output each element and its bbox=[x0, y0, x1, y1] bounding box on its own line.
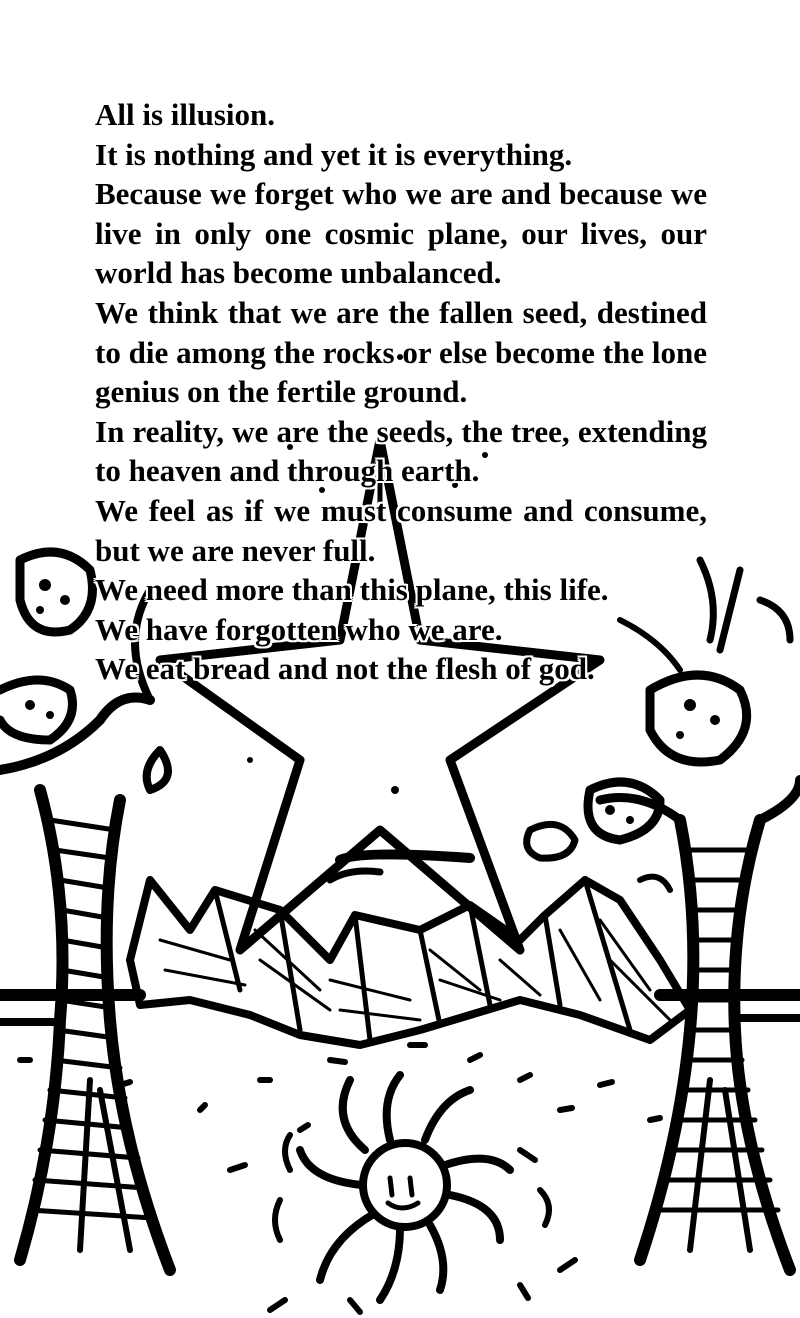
poem-line: It is nothing and yet it is everything. bbox=[95, 136, 573, 172]
poem bbox=[95, 95, 707, 689]
poem-line: We feel as if we must consume and consume, but we are never full. bbox=[95, 492, 707, 568]
poem-line: We think that we are the fallen seed, destined to die among the rocks or else become the lone genius on the fertile ground. bbox=[95, 294, 707, 410]
poem-line: We need more than this plane, this life. bbox=[95, 572, 609, 608]
mountains bbox=[130, 854, 690, 1045]
poem-line: We have forgotten who we are. bbox=[95, 611, 503, 647]
poem-line: Because we forget who we are and because we live in only one cosmic plane, our lives, our world has become unbalanced. bbox=[95, 176, 707, 291]
poem-line: In reality, we are the seeds, the tree, extending to heaven and through earth. bbox=[95, 413, 707, 489]
sun-face-icon bbox=[300, 1075, 510, 1300]
poem-line: We eat bread and not the flesh of god. bbox=[95, 651, 595, 687]
poem-line: All is illusion. bbox=[95, 97, 276, 132]
